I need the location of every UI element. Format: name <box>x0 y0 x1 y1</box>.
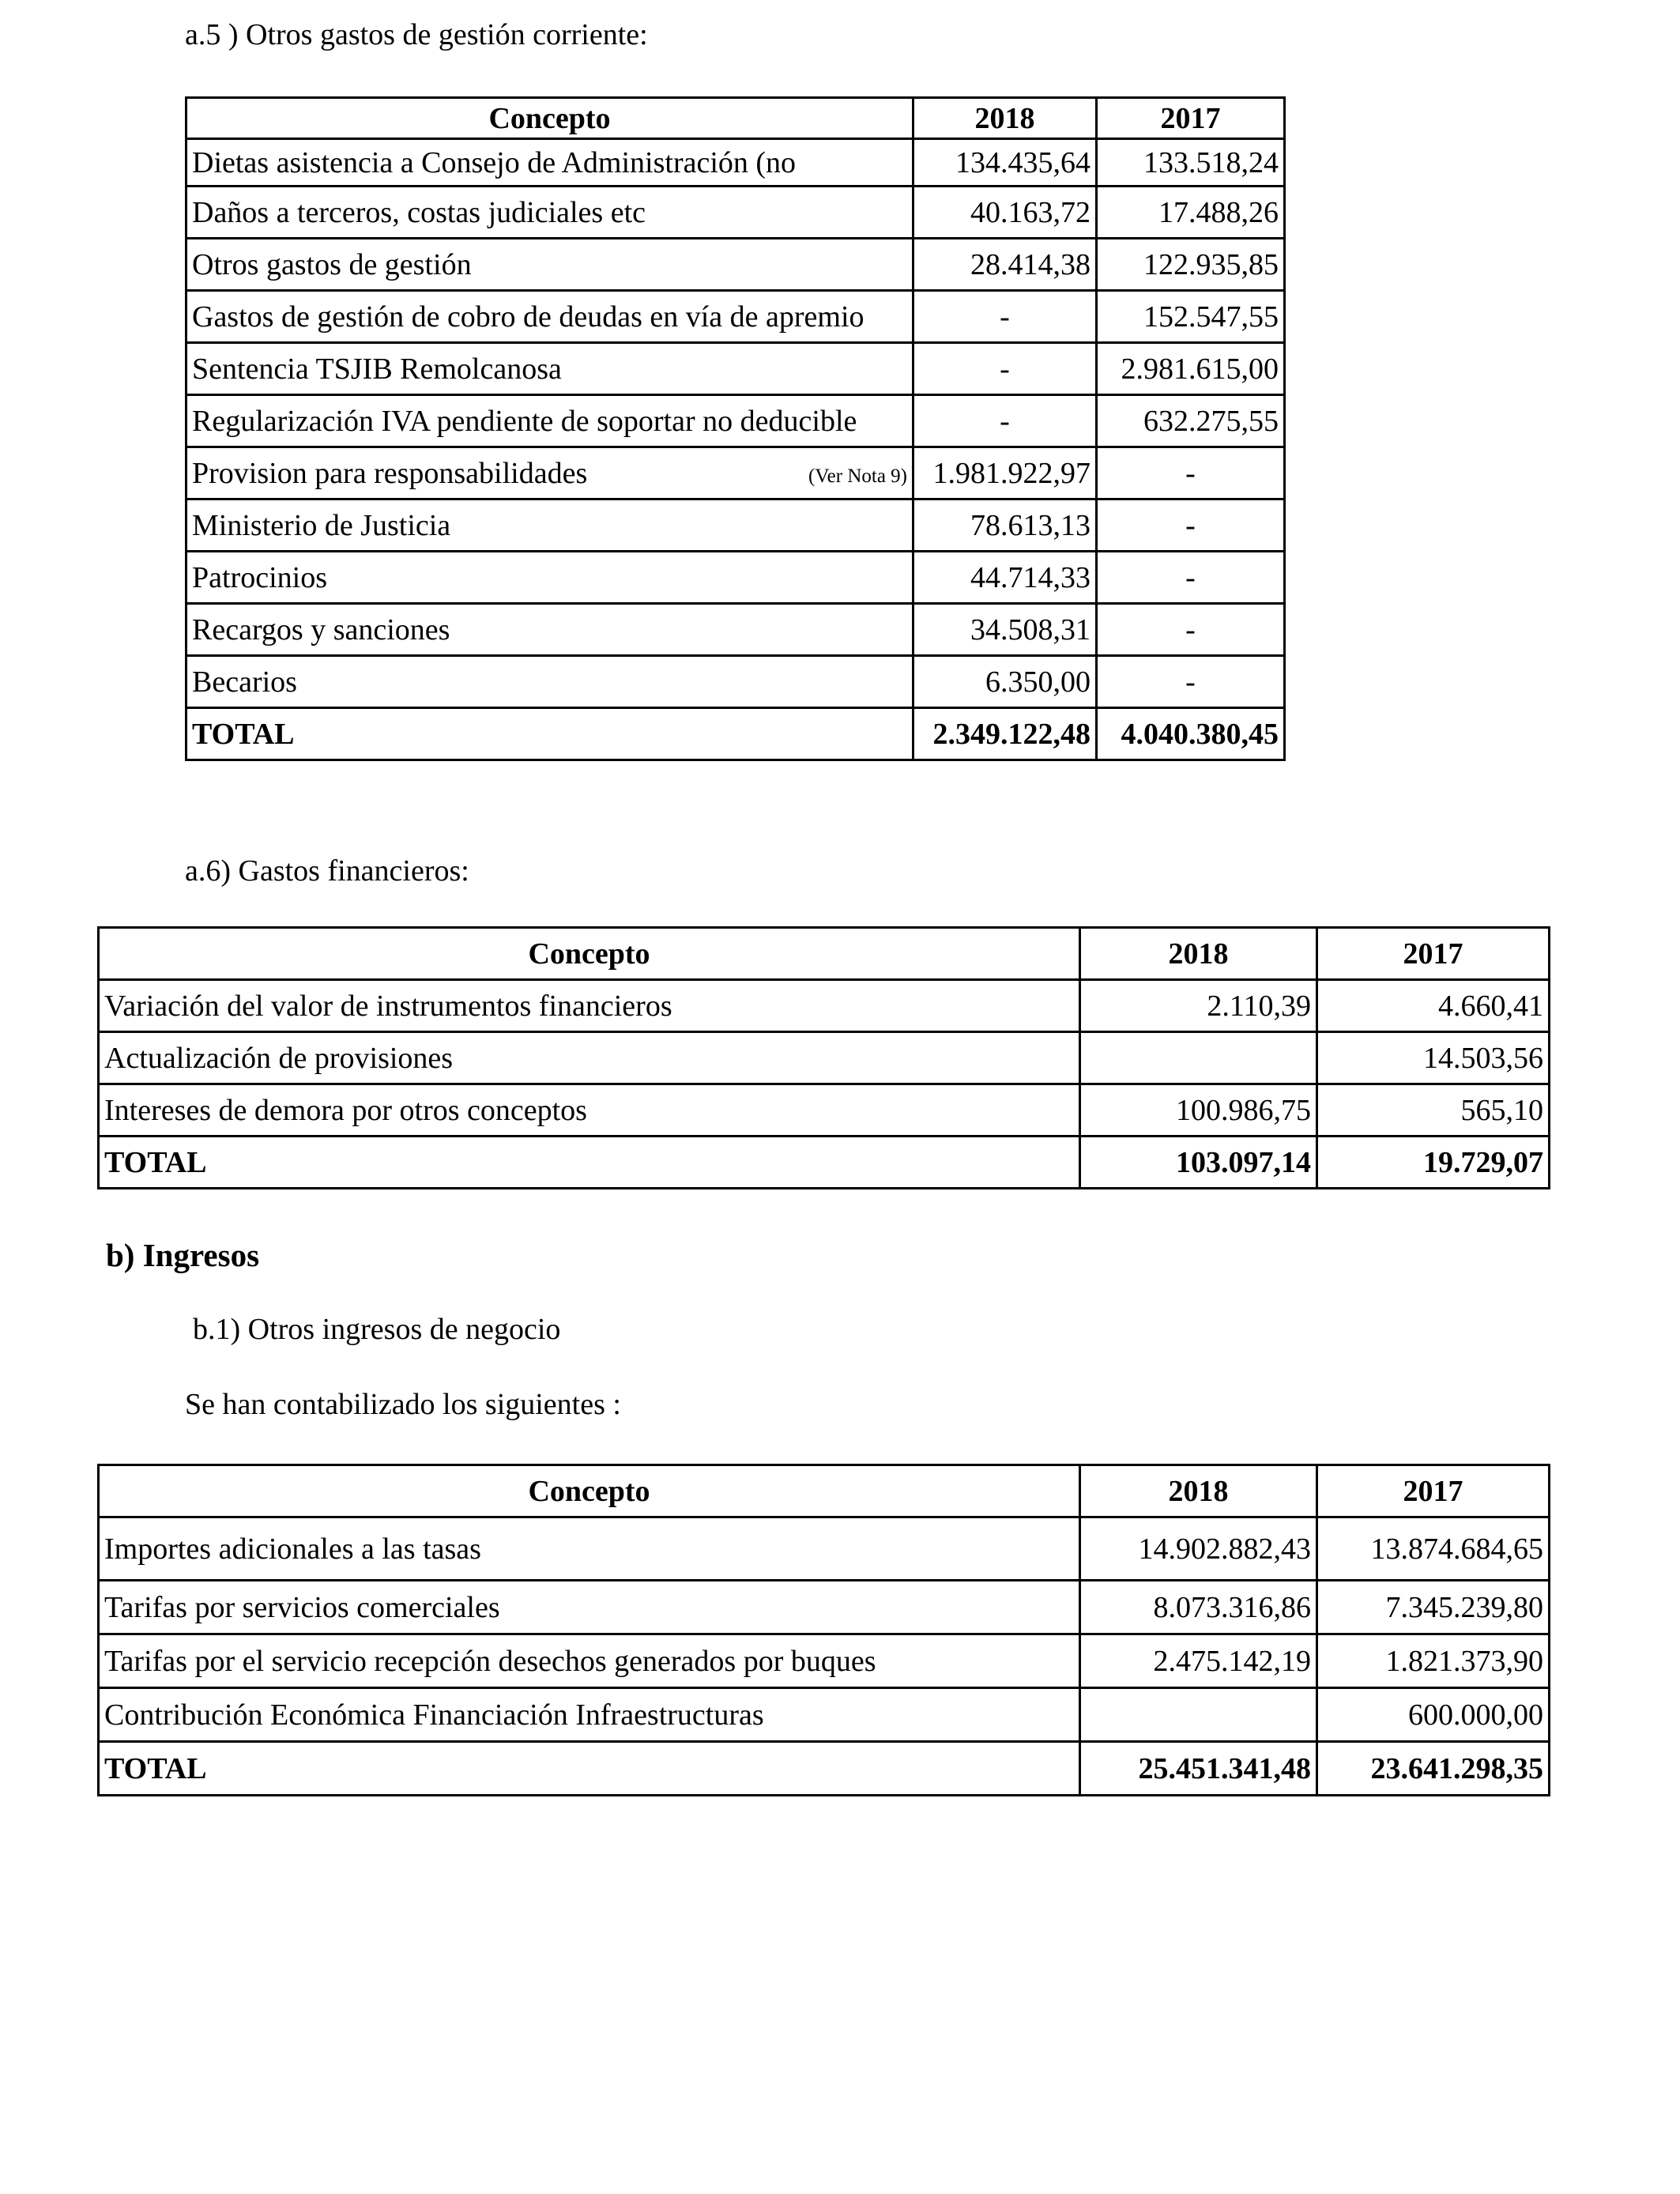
cell-2017: 122.935,85 <box>1097 239 1285 291</box>
cell-concepto <box>186 604 913 656</box>
cell-2018: 78.613,13 <box>913 499 1097 552</box>
cell-2018: 44.714,33 <box>913 552 1097 604</box>
concepto-text: Tarifas por servicios comerciales <box>104 1590 500 1624</box>
header-row <box>186 98 1285 139</box>
cell-concepto <box>99 1634 1080 1688</box>
table-b1 <box>97 1464 1550 1796</box>
table-row <box>186 291 1285 343</box>
header-2017: 2017 <box>1097 98 1285 139</box>
total-2017: 19.729,07 <box>1317 1137 1550 1189</box>
total-label: TOTAL <box>99 1742 1080 1796</box>
concepto-text: Contribución Económica Financiación Infraestructuras <box>104 1698 764 1732</box>
cell-2017: 1.821.373,90 <box>1317 1634 1550 1688</box>
header-2018: 2018 <box>1080 1465 1317 1517</box>
cell-2018: 8.073.316,86 <box>1080 1581 1317 1634</box>
cell-concepto <box>186 447 913 499</box>
cell-2017: 2.981.615,00 <box>1097 343 1285 395</box>
cell-2018: 6.350,00 <box>913 656 1097 708</box>
total-row <box>99 1137 1550 1189</box>
cell-2017: 17.488,26 <box>1097 187 1285 239</box>
total-label: TOTAL <box>186 708 913 760</box>
table-row <box>186 187 1285 239</box>
cell-2017: - <box>1097 499 1285 552</box>
table-row <box>186 447 1285 499</box>
table-a5 <box>185 96 1286 761</box>
cell-2017: 565,10 <box>1317 1084 1550 1137</box>
header-concepto: Concepto <box>99 1465 1080 1517</box>
cell-2018: - <box>913 395 1097 447</box>
cell-concepto <box>186 187 913 239</box>
concepto-text: Provision para responsabilidades <box>192 456 588 490</box>
table-row <box>99 1517 1550 1581</box>
table-row <box>186 343 1285 395</box>
cell-2018: 2.475.142,19 <box>1080 1634 1317 1688</box>
cell-2018: - <box>913 291 1097 343</box>
cell-2017: 4.660,41 <box>1317 980 1550 1032</box>
table-row <box>99 1084 1550 1137</box>
total-2018: 103.097,14 <box>1080 1137 1317 1189</box>
table-row <box>99 1581 1550 1634</box>
cell-2018: 1.981.922,97 <box>913 447 1097 499</box>
concepto-text: Variación del valor de instrumentos financieros <box>104 989 672 1023</box>
sub-heading-b1: b.1) Otros ingresos de negocio <box>193 1313 561 1346</box>
cell-concepto <box>186 291 913 343</box>
cell-2018: 2.110,39 <box>1080 980 1317 1032</box>
concepto-text: Tarifas por el servicio recepción desechos generados por buques <box>104 1644 876 1678</box>
concepto-text: Sentencia TSJIB Remolcanosa <box>192 352 562 386</box>
intro-text-b1: Se han contabilizado los siguientes : <box>185 1388 621 1421</box>
section-heading-a5: a.5 ) Otros gastos de gestión corriente: <box>185 18 648 51</box>
concepto-text: Patrocinios <box>192 560 327 594</box>
cell-2018: 100.986,75 <box>1080 1084 1317 1137</box>
cell-2018 <box>1080 1032 1317 1084</box>
header-concepto: Concepto <box>99 928 1080 980</box>
concepto-text: Intereses de demora por otros conceptos <box>104 1093 587 1127</box>
total-row <box>99 1742 1550 1796</box>
table-row <box>99 1688 1550 1742</box>
cell-2017: 7.345.239,80 <box>1317 1581 1550 1634</box>
cell-concepto <box>186 343 913 395</box>
cell-2017: - <box>1097 656 1285 708</box>
cell-2017: 133.518,24 <box>1097 139 1285 187</box>
cell-concepto <box>186 395 913 447</box>
header-concepto: Concepto <box>186 98 913 139</box>
cell-2018: 28.414,38 <box>913 239 1097 291</box>
cell-concepto <box>99 1084 1080 1137</box>
cell-2018: - <box>913 343 1097 395</box>
cell-concepto <box>99 1517 1080 1581</box>
total-row <box>186 708 1285 760</box>
total-2018: 2.349.122,48 <box>913 708 1097 760</box>
cell-2018: 34.508,31 <box>913 604 1097 656</box>
cell-concepto <box>186 499 913 552</box>
cell-2018: 14.902.882,43 <box>1080 1517 1317 1581</box>
cell-concepto <box>99 1688 1080 1742</box>
cell-2017: - <box>1097 447 1285 499</box>
concepto-text: Dietas asistencia a Consejo de Administración (no <box>192 145 797 179</box>
cell-concepto <box>186 239 913 291</box>
cell-2018: 134.435,64 <box>913 139 1097 187</box>
concepto-text: Recargos y sanciones <box>192 613 450 647</box>
section-heading-b: b) Ingresos <box>106 1237 260 1273</box>
concepto-text: Actualización de provisiones <box>104 1041 454 1075</box>
cell-concepto <box>186 139 913 187</box>
concepto-text: Becarios <box>192 665 297 699</box>
note-text: (Ver Nota 9) <box>808 465 907 487</box>
total-2018: 25.451.341,48 <box>1080 1742 1317 1796</box>
table-row <box>186 139 1285 187</box>
concepto-text: Gastos de gestión de cobro de deudas en vía de apremio <box>192 300 864 334</box>
table-row <box>186 499 1285 552</box>
header-2018: 2018 <box>913 98 1097 139</box>
cell-concepto <box>186 656 913 708</box>
cell-2018: 40.163,72 <box>913 187 1097 239</box>
concepto-text: Otros gastos de gestión <box>192 247 472 281</box>
concepto-text: Daños a terceros, costas judiciales etc <box>192 195 646 229</box>
cell-concepto <box>99 980 1080 1032</box>
concepto-text: Importes adicionales a las tasas <box>104 1532 481 1566</box>
table-row <box>99 1032 1550 1084</box>
header-row <box>99 928 1550 980</box>
total-2017: 23.641.298,35 <box>1317 1742 1550 1796</box>
header-2017: 2017 <box>1317 928 1550 980</box>
header-2018: 2018 <box>1080 928 1317 980</box>
cell-2018 <box>1080 1688 1317 1742</box>
cell-concepto <box>99 1581 1080 1634</box>
cell-2017: - <box>1097 604 1285 656</box>
header-row <box>99 1465 1550 1517</box>
table-row <box>186 239 1285 291</box>
table-row <box>186 552 1285 604</box>
table-row <box>99 1634 1550 1688</box>
cell-2017: 14.503,56 <box>1317 1032 1550 1084</box>
table-row <box>186 656 1285 708</box>
cell-2017: 13.874.684,65 <box>1317 1517 1550 1581</box>
cell-2017: 600.000,00 <box>1317 1688 1550 1742</box>
cell-2017: 632.275,55 <box>1097 395 1285 447</box>
total-label: TOTAL <box>99 1137 1080 1189</box>
cell-2017: 152.547,55 <box>1097 291 1285 343</box>
header-2017: 2017 <box>1317 1465 1550 1517</box>
cell-2017: - <box>1097 552 1285 604</box>
table-row <box>99 980 1550 1032</box>
concepto-text: Ministerio de Justicia <box>192 508 451 542</box>
table-row <box>186 604 1285 656</box>
total-2017: 4.040.380,45 <box>1097 708 1285 760</box>
cell-concepto <box>186 552 913 604</box>
section-heading-a6: a.6) Gastos financieros: <box>185 854 469 888</box>
cell-concepto <box>99 1032 1080 1084</box>
concepto-text: Regularización IVA pendiente de soportar no deducible <box>192 404 857 438</box>
table-row <box>186 395 1285 447</box>
table-a6 <box>97 926 1550 1189</box>
